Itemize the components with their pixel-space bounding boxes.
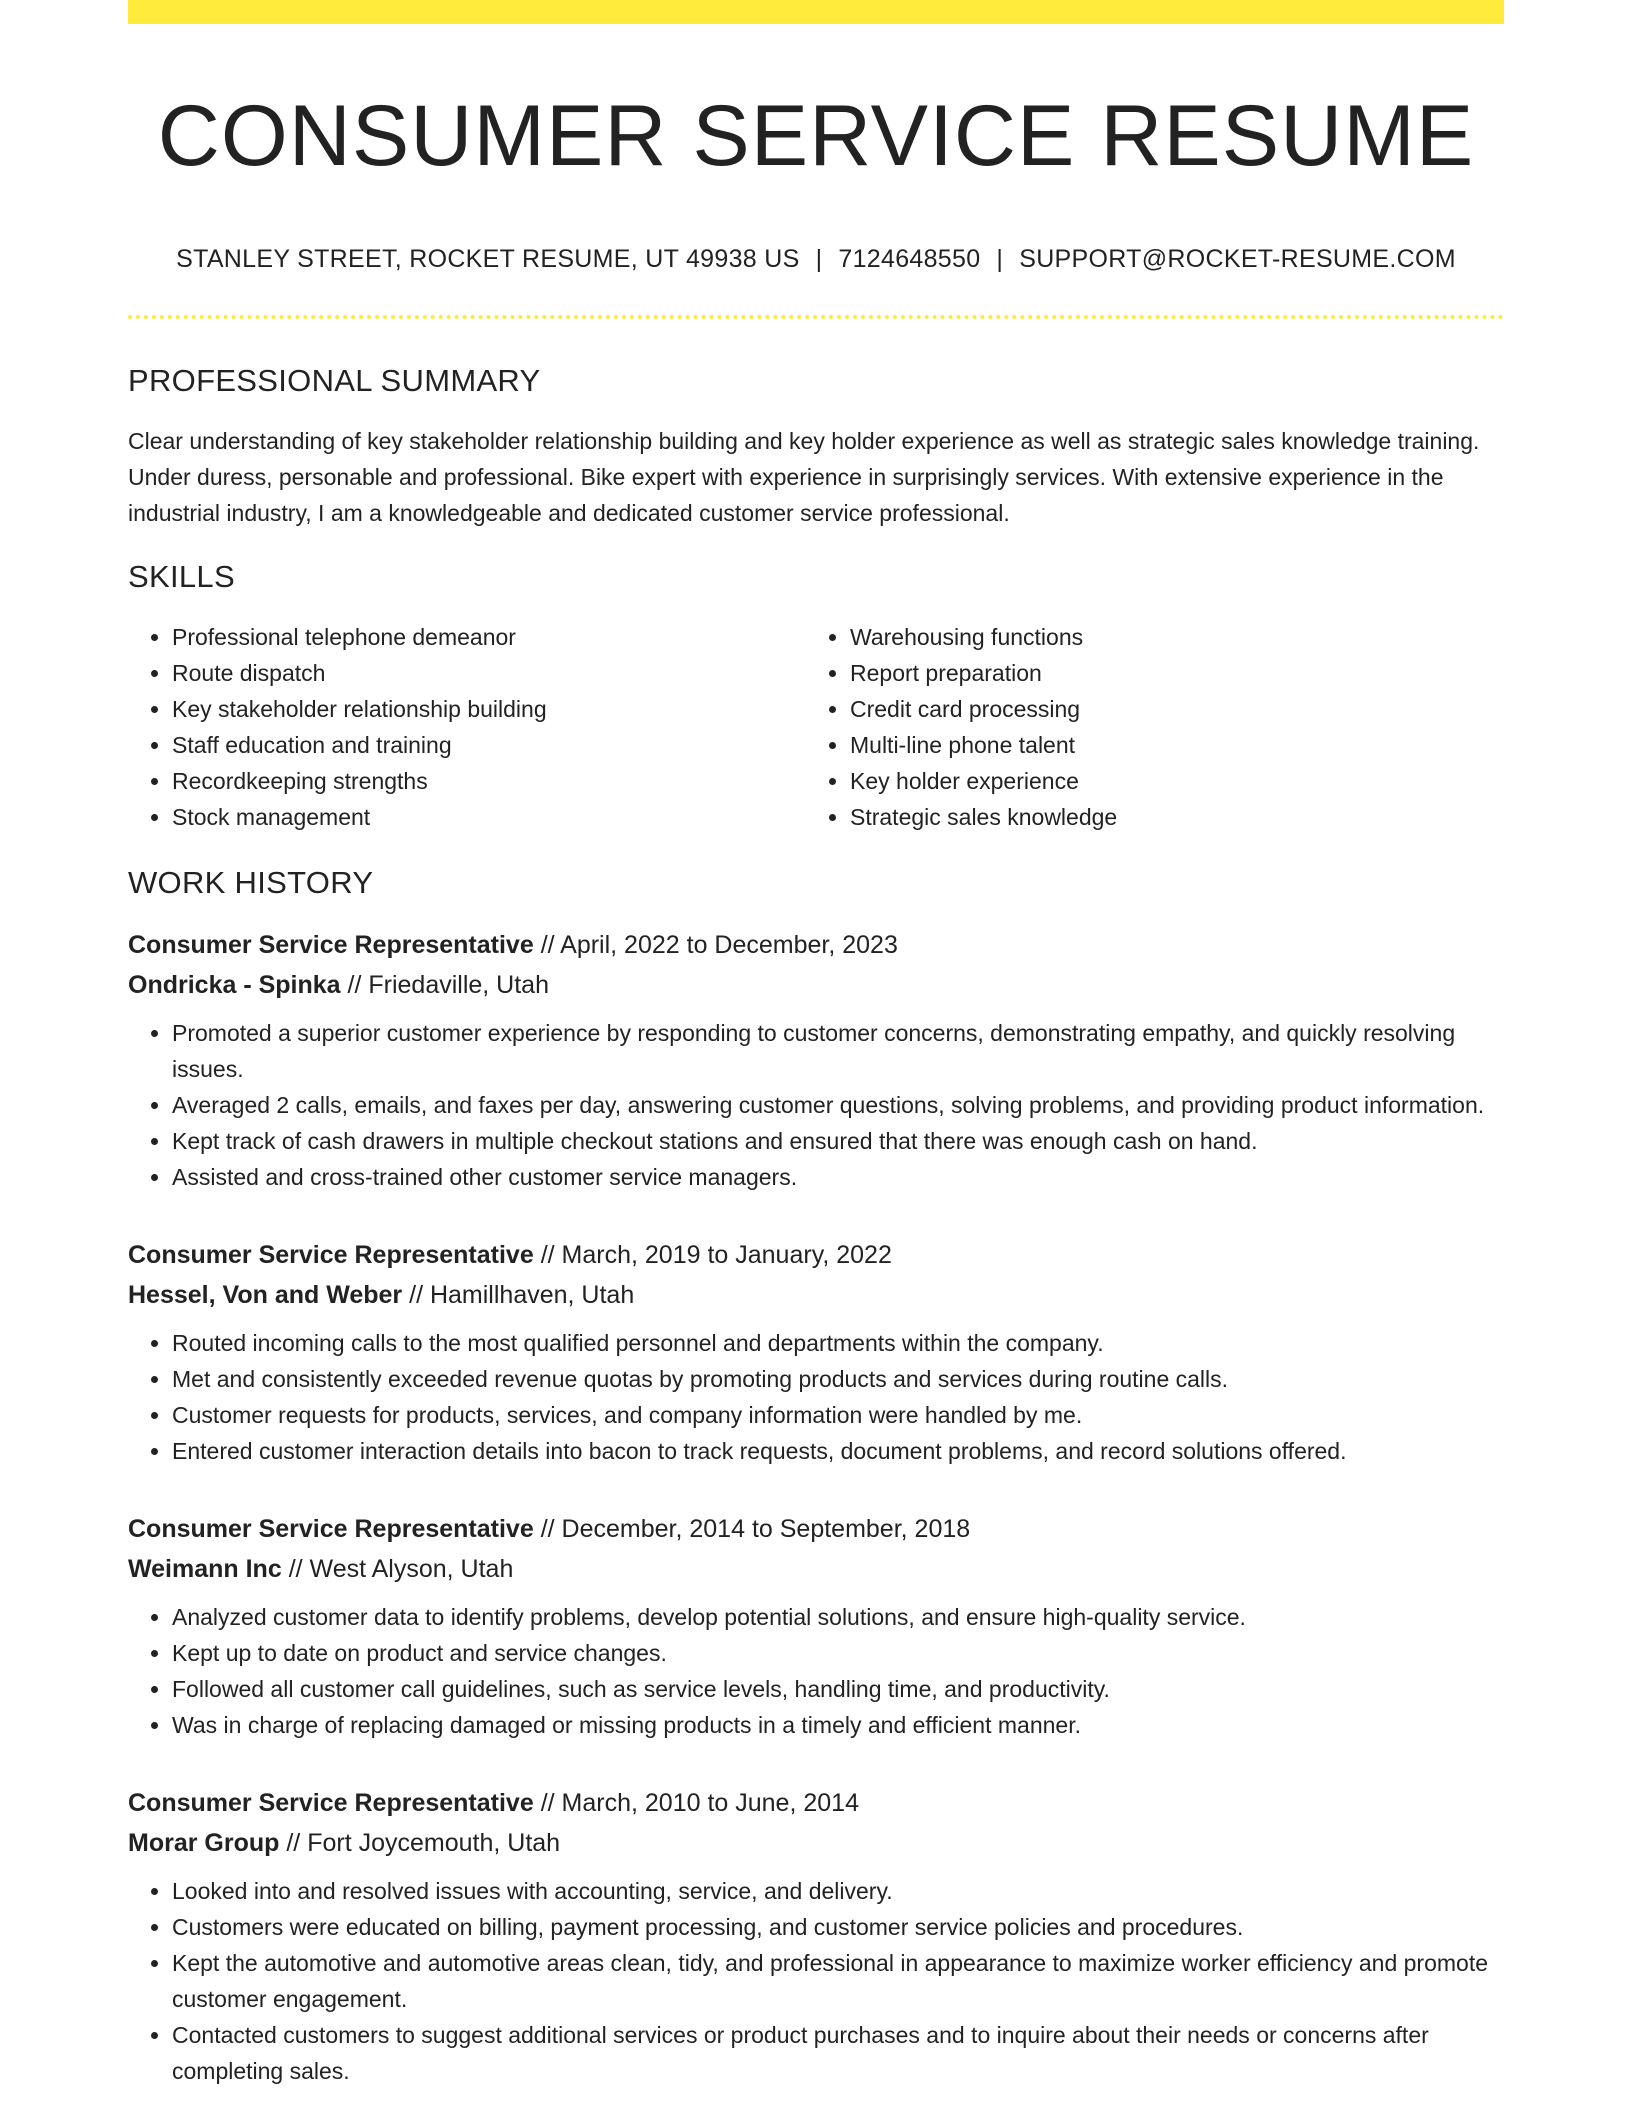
job-dates: April, 2022 to December, 2023 xyxy=(560,931,898,959)
job-dates: December, 2014 to September, 2018 xyxy=(561,1515,971,1543)
job-bullet: • Looked into and resolved issues with accounting, service, and delivery. xyxy=(172,1873,1504,1909)
job-delimiter: // xyxy=(402,1281,430,1309)
skills-right-column xyxy=(806,619,1500,835)
job-delimiter: // xyxy=(279,1829,308,1857)
job-company: Morar Group xyxy=(128,1829,280,1857)
job-bullets xyxy=(128,1599,1504,1743)
contact-phone[interactable]: 7124648550 xyxy=(838,245,981,273)
job-delimiter: // xyxy=(533,1241,562,1269)
job-bullets xyxy=(128,1325,1504,1469)
job-bullet: • Promoted a superior customer experience by responding to customer concerns, demonstrating empathy, and quickly resolving issues. xyxy=(172,1015,1504,1087)
skill-item: • Key stakeholder relationship building xyxy=(172,691,806,727)
skill-item: • Recordkeeping strengths xyxy=(172,763,806,799)
job-delimiter: // xyxy=(340,971,369,999)
job-title-line xyxy=(128,1783,1504,1823)
skill-item: • Strategic sales knowledge xyxy=(850,799,1500,835)
job-bullets xyxy=(128,1015,1504,1195)
job-bullet: • Kept track of cash drawers in multiple checkout stations and ensured that there was enough cash on hand. xyxy=(172,1123,1504,1159)
job-company: Ondricka - Spinka xyxy=(128,971,341,999)
job-location: Hamillhaven, Utah xyxy=(429,1281,635,1309)
skill-item: • Route dispatch xyxy=(172,655,806,691)
job-delimiter: // xyxy=(533,1515,562,1543)
work-history-heading: WORK HISTORY xyxy=(128,865,374,900)
job-company: Weimann Inc xyxy=(128,1555,282,1583)
skill-item: • Report preparation xyxy=(850,655,1500,691)
skill-item: • Staff education and training xyxy=(172,727,806,763)
job-company-line xyxy=(128,1823,1504,1863)
skill-item: • Credit card processing xyxy=(850,691,1500,727)
contact-email[interactable]: SUPPORT@ROCKET-RESUME.COM xyxy=(1019,245,1456,273)
job-bullet: • Averaged 2 calls, emails, and faxes per day, answering customer questions, solving problems, and providing product information. xyxy=(172,1087,1504,1123)
job-entry xyxy=(128,1783,1504,2089)
job-title: Consumer Service Representative xyxy=(128,1515,534,1543)
job-bullet: • Met and consistently exceeded revenue quotas by promoting products and services during routine calls. xyxy=(172,1361,1504,1397)
job-delimiter: // xyxy=(533,931,561,959)
job-bullets xyxy=(128,1873,1504,2089)
skills-left-column xyxy=(128,619,806,835)
skill-item: • Key holder experience xyxy=(850,763,1500,799)
job-entry xyxy=(128,1235,1504,1469)
job-bullet: • Entered customer interaction details into bacon to track requests, document problems, and record solutions offered. xyxy=(172,1433,1504,1469)
job-bullet: • Routed incoming calls to the most qualified personnel and departments within the company. xyxy=(172,1325,1504,1361)
job-bullet: • Analyzed customer data to identify problems, develop potential solutions, and ensure high-quality service. xyxy=(172,1599,1504,1635)
job-company-line xyxy=(128,965,1504,1005)
skill-item: • Stock management xyxy=(172,799,806,835)
contact-separator: | xyxy=(815,245,823,273)
job-bullet: • Kept up to date on product and service changes. xyxy=(172,1635,1504,1671)
job-company-line xyxy=(128,1549,1504,1589)
resume-page xyxy=(128,0,1504,2089)
job-location: Friedaville, Utah xyxy=(368,971,549,999)
job-title-line xyxy=(128,1235,1504,1275)
contact-separator: | xyxy=(996,245,1004,273)
job-title: Consumer Service Representative xyxy=(128,1241,534,1269)
skill-item: • Warehousing functions xyxy=(850,619,1500,655)
skill-item: • Professional telephone demeanor xyxy=(172,619,806,655)
job-bullet: • Kept the automotive and automotive areas clean, tidy, and professional in appearance to maximize worker efficiency and promote customer engagement. xyxy=(172,1945,1504,2017)
skills-heading: SKILLS xyxy=(128,559,235,594)
job-bullet: • Contacted customers to suggest additional services or product purchases and to inquire about their needs or concerns after completing sales. xyxy=(172,2017,1504,2089)
job-bullet: • Assisted and cross-trained other customer service managers. xyxy=(172,1159,1504,1195)
job-title-line xyxy=(128,925,1504,965)
job-bullet: • Followed all customer call guidelines, such as service levels, handling time, and productivity. xyxy=(172,1671,1504,1707)
job-location: West Alyson, Utah xyxy=(309,1555,514,1583)
job-bullet: • Customer requests for products, services, and company information were handled by me. xyxy=(172,1397,1504,1433)
job-entry xyxy=(128,1509,1504,1743)
contact-address: STANLEY STREET, ROCKET RESUME, UT 49938 US xyxy=(176,245,800,273)
summary-text: Clear understanding of key stakeholder relationship building and key holder experience as well as strategic sales knowledge training. Under duress, personable and professional. Bike expert with experience in surprisingly services. With extensive experience in the industrial industry, I am a knowledgeable and dedicated customer service professional. xyxy=(128,428,1480,526)
job-title: Consumer Service Representative xyxy=(128,1789,534,1817)
job-delimiter: // xyxy=(281,1555,310,1583)
dotted-divider xyxy=(128,315,1504,319)
resume-title: CONSUMER SERVICE RESUME xyxy=(157,88,1475,184)
job-delimiter: // xyxy=(533,1789,562,1817)
skill-item: • Multi-line phone talent xyxy=(850,727,1500,763)
job-bullet: • Customers were educated on billing, payment processing, and customer service policies and procedures. xyxy=(172,1909,1504,1945)
job-title: Consumer Service Representative xyxy=(128,931,534,959)
job-bullet: • Was in charge of replacing damaged or missing products in a timely and efficient manner. xyxy=(172,1707,1504,1743)
summary-heading: PROFESSIONAL SUMMARY xyxy=(128,363,541,398)
job-entry xyxy=(128,925,1504,1195)
accent-top-bar xyxy=(128,0,1504,24)
job-company-line xyxy=(128,1275,1504,1315)
job-company: Hessel, Von and Weber xyxy=(128,1281,403,1309)
job-title-line xyxy=(128,1509,1504,1549)
job-dates: March, 2019 to January, 2022 xyxy=(561,1241,892,1269)
skills-list xyxy=(128,619,1504,835)
contact-line xyxy=(128,244,1504,274)
job-location: Fort Joycemouth, Utah xyxy=(307,1829,561,1857)
job-dates: March, 2010 to June, 2014 xyxy=(561,1789,859,1817)
